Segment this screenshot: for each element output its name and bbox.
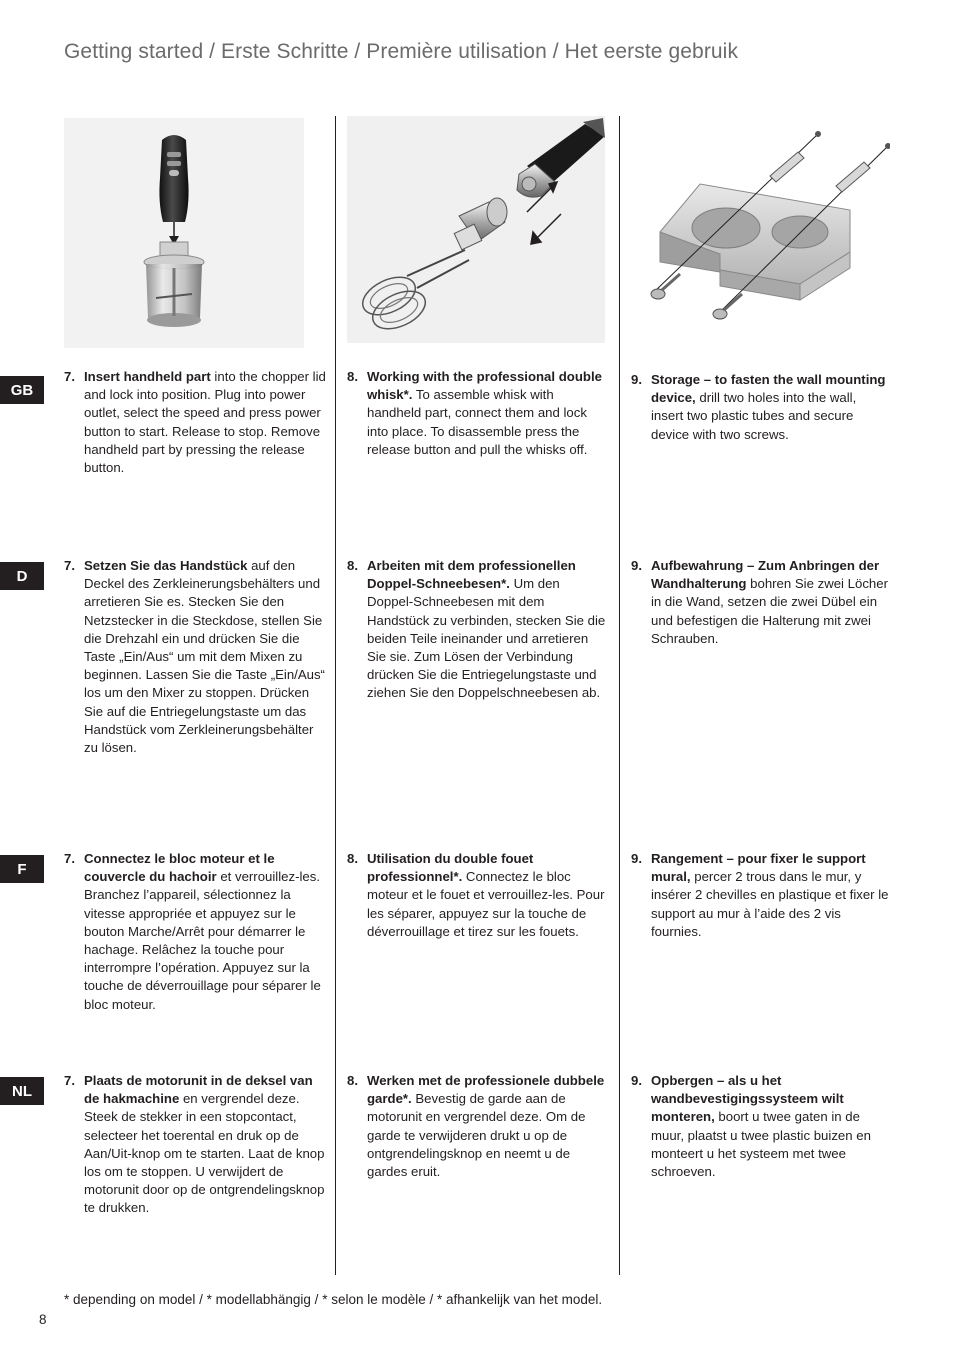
step-heading: Plaats de motorunit in de deksel van de hakmachine — [84, 1073, 313, 1107]
step-9-nl — [631, 1072, 889, 1181]
step-text: Bevestig de garde aan de motorunit en vergrendel deze. Om de garde te verwijderen drukt u op de ontgrendelingsknop en neemt u de gardes eruit. — [367, 1091, 586, 1180]
step-text: percer 2 trous dans le mur, y insérer 2 chevilles en plastique et fixer le support au mur à l’aide des 2 vis fournies. — [651, 869, 889, 939]
step-text: auf den Deckel des Zerkleinerungsbehälters und arretieren Sie es. Stecken Sie den Netzstecker in die Steckdose, stellen Sie die Drehzahl ein und drücken Sie die Taste „Ein/Aus“ um mit dem Mixen zu beginnen. Lassen Sie die Taste „Ein/Aus“ los um den Mixer zu stoppen. Drücken Sie auf die Entriegelungstaste um das Handstück vom Zerkleinerungsbehälter zu lösen. — [84, 558, 325, 756]
step-number: 9. — [631, 372, 642, 387]
step-9-d — [631, 557, 889, 648]
step-text: en vergrendel deze. Steek de stekker in een stopcontact, selecteer het toerental en druk op de Aan/Uit-knop om te starten. Laat de knop los om te stoppen. U verwijdert de motorunit door op de ontgrendelingsknop te drukken. — [84, 1091, 325, 1216]
step-text: into the chopper lid and lock into position. Plug into power outlet, select the speed and press power button to start. Release to stop. Remove handheld part by pressing the release button. — [84, 369, 326, 476]
footnote: * depending on model / * modellabhängig / * selon le modèle / * afhankelijk van het model. — [64, 1292, 603, 1307]
step-heading: Aufbewahrung – Zum Anbringen der Wandhalterung — [651, 558, 880, 592]
step-number: 8. — [347, 558, 358, 573]
step-heading: Setzen Sie das Handstück — [84, 558, 248, 573]
step-7-d — [64, 557, 326, 757]
step-text: Um den Doppel-Schneebesen mit dem Handstück zu verbinden, stecken Sie die beiden Teile ineinander und arretieren Sie sie. Zum Lösen der Verbindung drücken Sie die Entriegelungstaste und ziehen Sie den Doppelschneebesen ab. — [367, 576, 606, 701]
step-9-gb — [631, 371, 889, 444]
column-divider — [619, 116, 620, 1275]
step-heading: Storage – to fasten the wall mounting device, — [651, 372, 886, 406]
step-heading: Werken met de professionele dubbele garde*. — [367, 1073, 605, 1107]
step-heading: Connectez le bloc moteur et le couvercle du hachoir — [84, 851, 275, 885]
wall-mount-illustration — [640, 122, 890, 327]
whisk-illustration — [347, 116, 605, 343]
step-heading: Working with the professional double whisk*. — [367, 369, 602, 403]
chopper-illustration — [64, 118, 304, 348]
step-number: 9. — [631, 851, 642, 866]
step-number: 7. — [64, 1073, 75, 1088]
step-number: 8. — [347, 369, 358, 384]
language-tab-gb: GB — [0, 376, 44, 404]
step-number: 7. — [64, 851, 75, 866]
step-8-gb — [347, 368, 609, 459]
step-7-f — [64, 850, 326, 1014]
step-7-nl — [64, 1072, 326, 1218]
step-heading: Insert handheld part — [84, 369, 211, 384]
page-title: Getting started / Erste Schritte / Première utilisation / Het eerste gebruik — [64, 40, 739, 63]
step-text: drill two holes into the wall, insert two plastic tubes and secure device with two screws. — [651, 390, 857, 442]
language-tab-d: D — [0, 562, 44, 590]
step-heading: Utilisation du double fouet professionnel*. — [367, 851, 534, 885]
language-tab-nl: NL — [0, 1077, 44, 1105]
step-heading: Opbergen – als u het wandbevestigingssysteem wilt monteren, — [651, 1073, 844, 1125]
step-8-d — [347, 557, 609, 703]
step-text: To assemble whisk with handheld part, connect them and lock into place. To disassemble press the release button and pull the whisks off. — [367, 387, 588, 457]
step-number: 8. — [347, 1073, 358, 1088]
step-number: 7. — [64, 558, 75, 573]
step-text: Connectez le bloc moteur et le fouet et verrouillez-les. Pour les séparer, appuyez sur la touche de déverrouillage et tirez sur les fouets. — [367, 869, 605, 939]
page-number: 8 — [39, 1312, 47, 1327]
step-number: 7. — [64, 369, 75, 384]
column-divider — [335, 116, 336, 1275]
step-number: 8. — [347, 851, 358, 866]
step-text: boort u twee gaten in de muur, plaatst u twee plastic buizen en monteert u het systeem met twee schroeven. — [651, 1109, 871, 1180]
step-text: et verrouillez-les. Branchez l’appareil, sélectionnez la vitesse appropriée et appuyez sur le bouton Marche/Arrêt pour démarrer le hachage. Relâchez la touche pour interrompre l’opération. Appuyez sur la touche de déverrouillage pour séparer le bloc moteur. — [84, 869, 321, 1012]
step-7-gb — [64, 368, 326, 477]
step-number: 9. — [631, 558, 642, 573]
step-heading: Rangement – pour fixer le support mural, — [651, 851, 866, 885]
step-number: 9. — [631, 1073, 642, 1088]
step-8-f — [347, 850, 609, 941]
step-9-f — [631, 850, 889, 941]
language-tab-f: F — [0, 855, 44, 883]
step-heading: Arbeiten mit dem professionellen Doppel-Schneebesen*. — [367, 558, 576, 592]
step-text: bohren Sie zwei Löcher in die Wand, setzen die zwei Dübel ein und befestigen die Halterung mit zwei Schrauben. — [651, 576, 888, 646]
step-8-nl — [347, 1072, 609, 1181]
